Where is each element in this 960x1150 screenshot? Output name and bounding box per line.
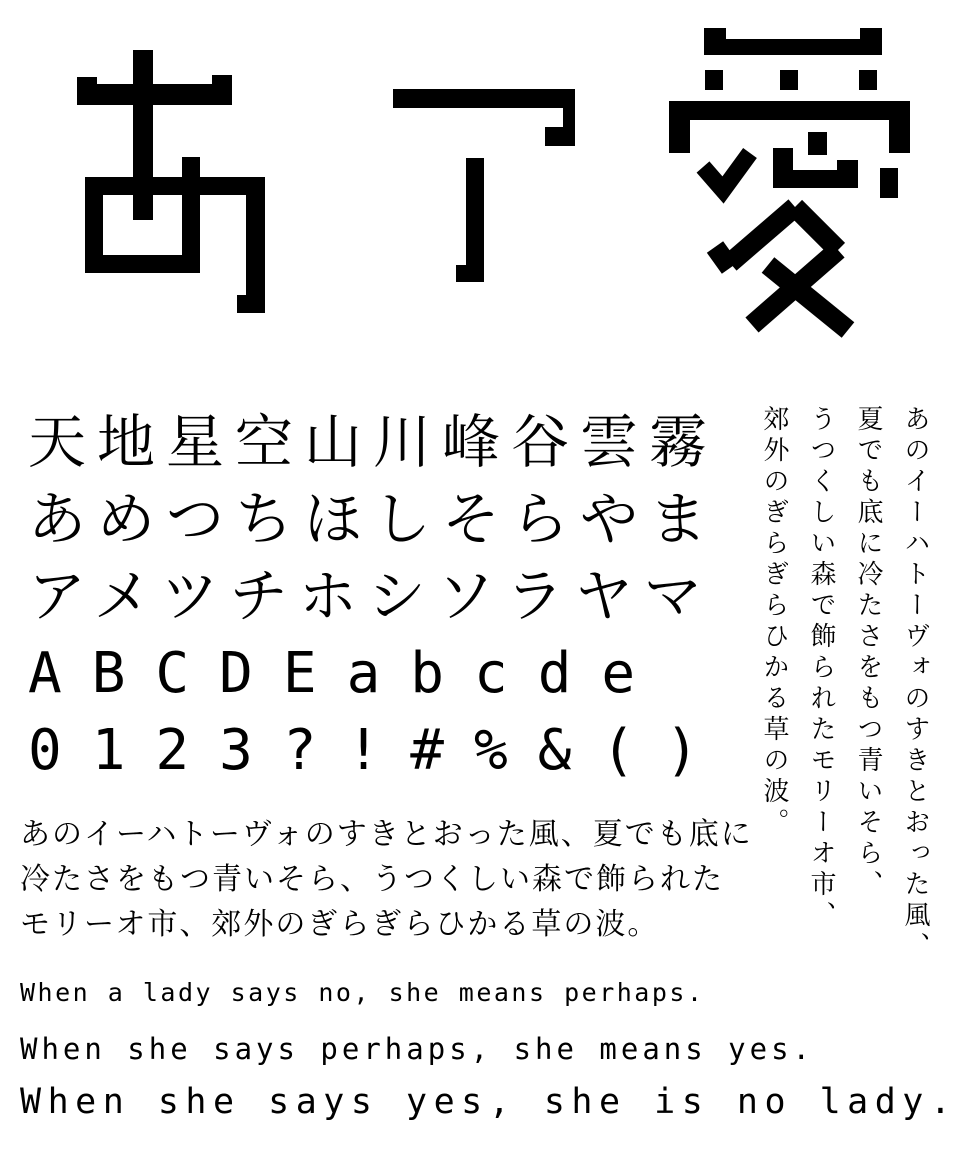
kanji-ryo-pixel-art (390, 85, 580, 285)
specimen-row-katakana: アメツチホシソラヤマ (28, 562, 713, 630)
vertical-text-block (750, 405, 938, 975)
specimen-row-digits-symbols: 0123?!#%&() (28, 718, 729, 783)
specimen-row-kanji: 天地星空山川峰谷雲霧 (28, 408, 719, 476)
japanese-paragraph-line-1: あのイーハトーヴォのすきとおった風、夏でも底に (20, 817, 753, 852)
japanese-paragraph-line-3: モリーオ市、郊外のぎらぎらひかる草の波。 (20, 907, 660, 942)
specimen-row-hiragana: あめつちほしそらやま (28, 485, 719, 553)
hero-glyph-kanji-ai (660, 20, 920, 340)
hero-glyph-kanji-ryo (390, 85, 580, 285)
japanese-paragraph (20, 812, 770, 947)
english-line-small: When a lady says no, she means perhaps. (20, 978, 705, 1007)
hiragana-a-pixel-art (70, 40, 270, 320)
vertical-column-1: あのイーハトーヴォのすきとおった風、 (900, 405, 930, 963)
specimen-row-latin: ABCDEabcde (28, 641, 666, 706)
vertical-column-2: 夏でも底に冷たさをもつ青いそら、 (853, 405, 883, 901)
specimen-rows (28, 404, 758, 789)
english-line-large: When she says yes, she is no lady. (20, 1082, 958, 1122)
vertical-column-4: 郊外のぎらぎらひかる草の波。 (759, 405, 789, 839)
japanese-paragraph-line-2: 冷たさをもつ青いそら、うつくしい森で飾られた (20, 862, 724, 897)
english-line-medium: When she says perhaps, she means yes. (20, 1032, 815, 1066)
hero-glyph-hiragana-a (70, 40, 270, 320)
vertical-column-3: うつくしい森で飾られたモリーオ市、 (806, 405, 836, 932)
kanji-ai-pixel-art (660, 20, 920, 340)
